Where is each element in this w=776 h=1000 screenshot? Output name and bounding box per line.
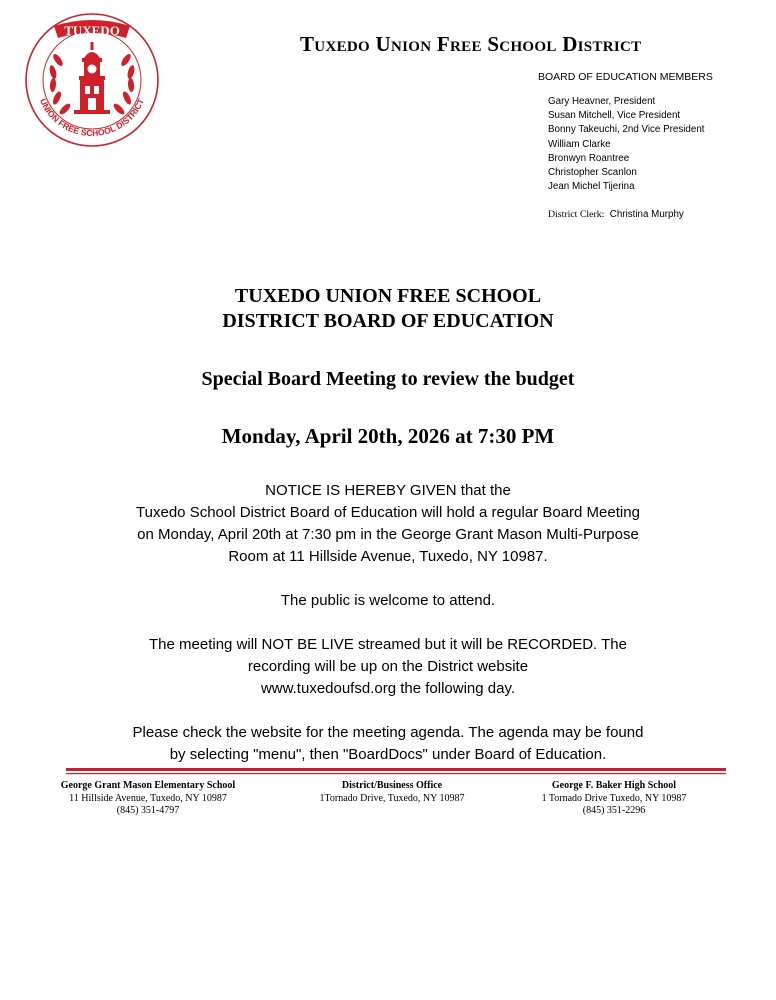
footer-high-school (494, 780, 734, 818)
notice-line: NOTICE IS HEREBY GIVEN that the (265, 482, 511, 499)
footer-left-address: 11 Hillside Avenue, Tuxedo, NY 10987 (69, 792, 227, 804)
footer-right-name: George F. Baker High School (551, 780, 677, 791)
board-member-item: William Clarke (548, 138, 611, 150)
footer-right-phone: (845) 351-2296 (582, 805, 646, 816)
footer-left-name: George Grant Mason Elementary School (60, 780, 236, 791)
recording-paragraph (60, 634, 716, 700)
footer-district-office (272, 780, 512, 805)
footer-divider (66, 768, 726, 776)
board-member-item: Susan Mitchell, Vice President (548, 110, 681, 122)
board-member-item: Gary Heavner, President (548, 96, 656, 107)
notice-title (0, 284, 776, 334)
footer-right-address: 1 Tornado Drive Tuxedo, NY 10987 (541, 792, 687, 804)
district-seal-logo (24, 12, 160, 148)
board-member-item: Bronwyn Roantree (548, 152, 630, 164)
agenda-line: Please check the website for the meeting agenda. The agenda may be found (132, 724, 644, 741)
notice-paragraph (60, 480, 716, 568)
notice-line: Tuxedo School District Board of Education will hold a regular Board Meeting (136, 504, 640, 521)
footer-left-phone: (845) 351-4797 (116, 805, 180, 816)
recording-line: recording will be up on the District website (247, 658, 529, 675)
meeting-subtitle: Special Board Meeting to review the budget (201, 368, 575, 390)
footer-rule-thick (66, 768, 726, 771)
meeting-datetime: Monday, April 20th, 2026 at 7:30 PM (221, 424, 555, 448)
footer-elementary-school (28, 780, 268, 818)
seal-bottom-text: UNION FREE SCHOOL DISTRICT (37, 96, 147, 139)
agenda-line: by selecting "menu", then "BoardDocs" under Board of Education. (169, 746, 607, 763)
board-members-heading: BOARD OF EDUCATION MEMBERS (538, 71, 713, 83)
recording-line: The meeting will NOT BE LIVE streamed but it will be RECORDED. The (149, 636, 627, 653)
seal-top-text: TUXEDO (64, 23, 120, 38)
agenda-paragraph (60, 722, 716, 766)
notice-title-line-1: TUXEDO UNION FREE SCHOOL (234, 285, 542, 307)
board-member-item: Jean Michel Tijerina (548, 181, 635, 193)
notice-line: on Monday, April 20th at 7:30 pm in the George Grant Mason Multi-Purpose (137, 526, 639, 543)
footer-middle-address: 1Tornado Drive, Tuxedo, NY 10987 (319, 792, 465, 804)
notice-title-line-2: DISTRICT BOARD OF EDUCATION (222, 310, 554, 332)
notice-line: Room at 11 Hillside Avenue, Tuxedo, NY 10987. (228, 548, 548, 565)
board-member-item: Bonny Takeuchi, 2nd Vice President (548, 124, 705, 136)
board-members-list (548, 95, 705, 194)
district-clerk-label: District Clerk: (548, 209, 605, 220)
footer-middle-name: District/Business Office (341, 780, 443, 791)
district-name-heading: Tuxedo Union Free School District (300, 32, 642, 56)
district-clerk (548, 209, 684, 220)
board-member-item: Christopher Scanlon (548, 167, 637, 179)
district-clerk-name: Christina Murphy (609, 209, 684, 220)
public-welcome-text: The public is welcome to attend. (280, 592, 496, 609)
footer-rule-thin (66, 773, 726, 774)
recording-line: www.tuxedoufsd.org the following day. (260, 680, 516, 697)
